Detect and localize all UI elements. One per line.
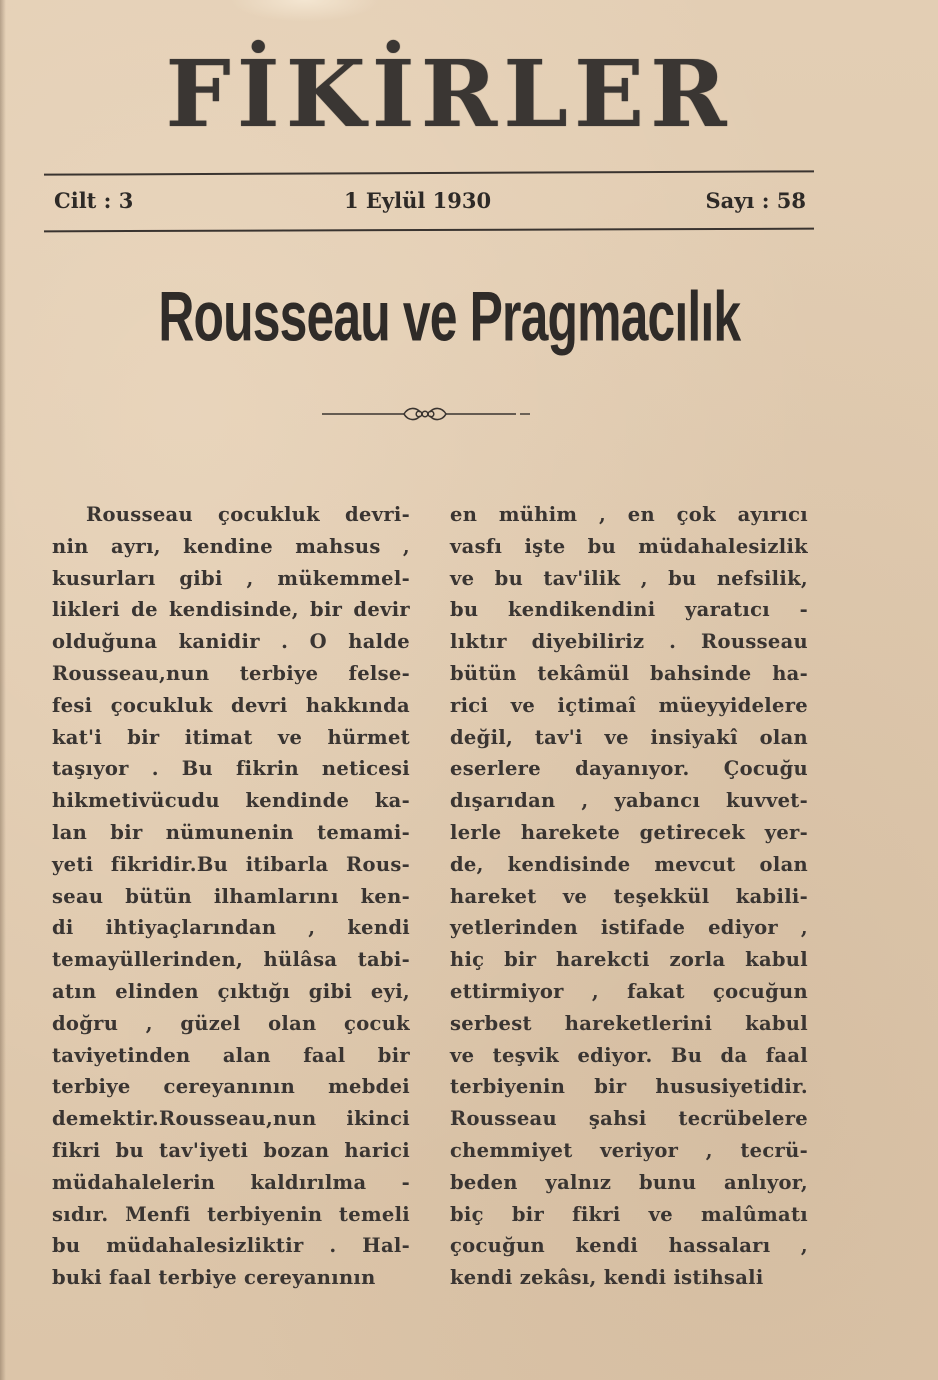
- text-line: yetlerinden istifade ediyor ,: [450, 916, 808, 940]
- text-line: fesi çocukluk devri hakkında: [52, 693, 410, 717]
- paper-tear-mark: [230, 0, 380, 22]
- text-line: fikri bu tav'iyeti bozan harici: [52, 1138, 410, 1162]
- ornamental-divider-icon: [318, 404, 532, 424]
- text-line: sıdır. Menfi terbiyenin temeli: [52, 1202, 410, 1226]
- text-line: doğru , güzel olan çocuk: [52, 1011, 410, 1035]
- text-line: vasfı işte bu müdahalesizlik: [450, 534, 808, 558]
- masthead-rule-top: [44, 170, 814, 175]
- text-line: çocuğun kendi hassaları ,: [450, 1234, 808, 1258]
- text-line: ve bu tav'ilik , bu nefsilik,: [450, 566, 808, 590]
- text-line: likleri de kendisinde, bir devir: [52, 598, 410, 622]
- text-line: eserlere dayanıyor. Çocuğu: [450, 757, 808, 781]
- issue-info-bar: [54, 184, 806, 218]
- text-line: demektir.Rousseau,nun ikinci: [52, 1107, 410, 1131]
- text-line: hareket ve teşekkül kabili-: [450, 884, 808, 908]
- text-line: hikmetivücudu kendinde ka-: [52, 789, 410, 813]
- magazine-title: FİKİRLER: [165, 40, 733, 148]
- text-line: hiç bir harekcti zorla kabul: [450, 948, 808, 972]
- text-line: buki faal terbiye cereyanının: [52, 1266, 376, 1290]
- text-line: beden yalnız bunu anlıyor,: [450, 1170, 808, 1194]
- text-line: rici ve içtimaî müeyyidelere: [450, 693, 808, 717]
- text-line: di ihtiyaçlarından , kendi: [52, 916, 410, 940]
- text-line: lıktır diyebiliriz . Rousseau: [450, 630, 808, 654]
- text-line: bütün tekâmül bahsinde ha-: [450, 661, 808, 685]
- text-line: kendi zekâsı, kendi istihsali: [450, 1266, 764, 1290]
- text-line: kat'i bir itimat ve hürmet: [52, 725, 410, 749]
- text-line: biç bir fikri ve malûmatı: [450, 1202, 808, 1226]
- text-line: müdahalelerin kaldırılma -: [52, 1170, 410, 1194]
- article-title: Rousseau ve Pragmacılık: [158, 277, 740, 357]
- text-line: Rousseau,nun terbiye felse-: [52, 661, 410, 685]
- issue-date: 1 Eylül 1930: [344, 188, 492, 213]
- article-column-right: [450, 499, 808, 1294]
- text-line: seau bütün ilhamlarını ken-: [52, 884, 410, 908]
- article-column-left: [52, 499, 410, 1294]
- text-line: terbiyenin bir hususiyetidir.: [450, 1075, 808, 1099]
- issue-number: Sayı : 58: [705, 188, 806, 213]
- text-line: nin ayrı, kendine mahsus ,: [52, 534, 410, 558]
- text-line: taşıyor . Bu fikrin neticesi: [52, 757, 410, 781]
- text-line: serbest hareketlerini kabul: [450, 1011, 808, 1035]
- page-edge-shadow: [0, 0, 6, 1380]
- text-line: Rousseau çocukluk devri-: [86, 503, 410, 526]
- article-headline: [0, 276, 938, 357]
- text-line: atın elinden çıktığı gibi eyi,: [52, 979, 410, 1003]
- text-line: temayüllerinden, hülâsa tabi-: [52, 948, 410, 972]
- text-line: ve teşvik ediyor. Bu da faal: [450, 1043, 808, 1067]
- text-line: olduğuna kanidir . O halde: [52, 630, 410, 654]
- text-line: de, kendisinde mevcut olan: [450, 852, 808, 876]
- text-line: değil, tav'i ve insiyakî olan: [450, 725, 808, 749]
- text-line: bu müdahalesizliktir . Hal-: [52, 1234, 410, 1258]
- masthead-rule-bottom: [44, 228, 814, 233]
- issue-volume: Cilt : 3: [54, 188, 134, 213]
- masthead: [0, 40, 938, 148]
- text-line: terbiye cereyanının mebdei: [52, 1075, 410, 1099]
- text-line: taviyetinden alan faal bir: [52, 1043, 410, 1067]
- text-line: en mühim , en çok ayırıcı: [450, 503, 808, 526]
- text-line: yeti fikridir.Bu itibarla Rous-: [52, 852, 410, 876]
- text-line: chemmiyet veriyor , tecrü-: [450, 1138, 808, 1162]
- text-line: bu kendikendini yaratıcı -: [450, 598, 808, 622]
- text-line: ettirmiyor , fakat çocuğun: [450, 979, 808, 1003]
- text-line: lerle harekete getirecek yer-: [450, 820, 808, 844]
- text-line: dışarıdan , yabancı kuvvet-: [450, 789, 808, 813]
- text-line: kusurları gibi , mükemmel-: [52, 566, 410, 590]
- text-line: lan bir nümunenin temami-: [52, 820, 410, 844]
- text-line: Rousseau şahsi tecrübelere: [450, 1107, 808, 1131]
